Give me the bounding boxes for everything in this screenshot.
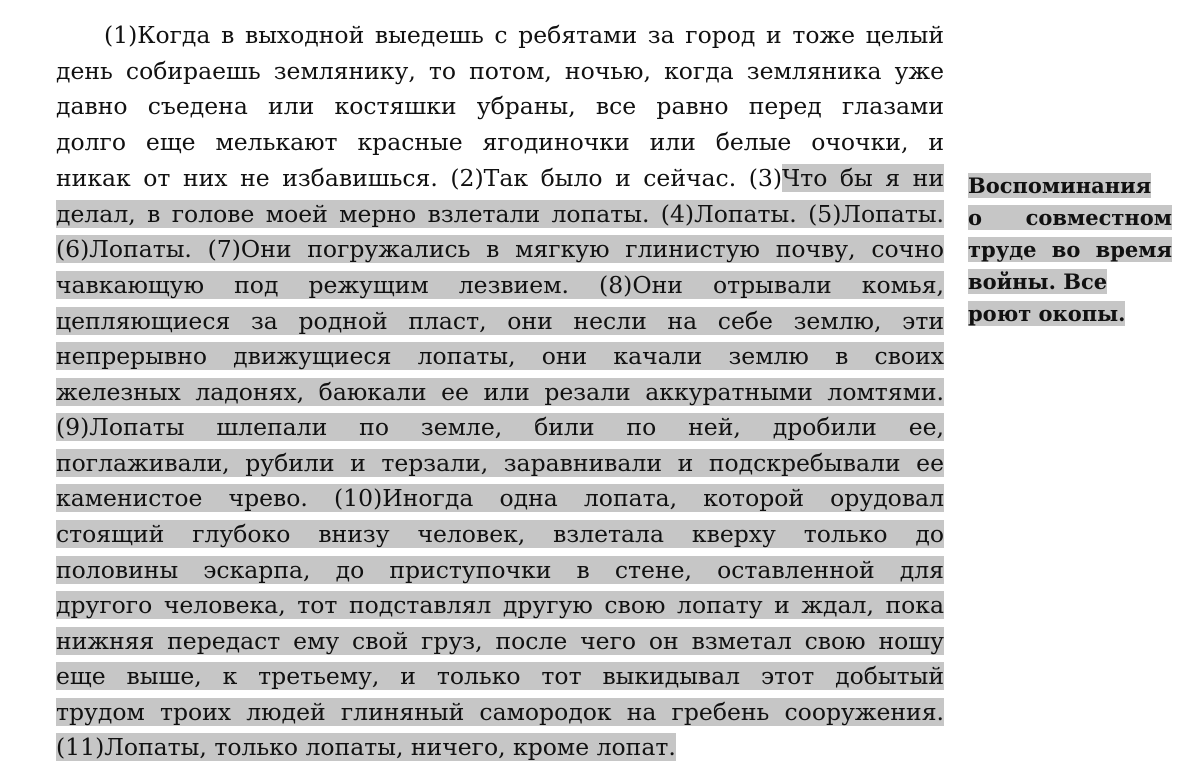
highlighted-text: другого человека, тот подставлял другую свою лопату и ждал, пока <box>56 591 944 619</box>
highlighted-text: цепляющиеся за родной пласт, они несли на себе землю, эти <box>56 307 944 335</box>
text-line <box>56 127 944 157</box>
highlighted-text: половины эскарпа, до приступочки в стене, оставленной для <box>56 556 944 584</box>
text-line <box>104 20 944 50</box>
highlighted-text: стоящий глубоко внизу человек, взлетала кверху только до <box>56 520 944 548</box>
text-line <box>56 555 944 585</box>
side-note-line <box>968 202 1172 234</box>
text-line-content: никак от них не избавишься. (2)Так было и сейчас. (3) <box>56 164 783 192</box>
text-line <box>56 306 944 336</box>
highlighted-text: поглаживали, рубили и терзали, заравнивали и подскребывали ее <box>56 449 944 477</box>
highlighted-text: трудом троих людей глиняный самородок на гребень сооружения. <box>56 698 944 726</box>
side-note-text: войны. Все <box>968 269 1108 294</box>
highlighted-text: (9)Лопаты шлепали по земле, били по ней, дробили ее, <box>56 413 944 441</box>
highlighted-text: железных ладонях, баюкали ее или резали аккуратными ломтями. <box>56 378 944 406</box>
text-line <box>56 163 944 193</box>
text-line <box>56 590 944 620</box>
text-line-content: день собираешь землянику, то потом, ночью, когда земляника уже <box>56 57 944 85</box>
side-note-text: Воспоминания <box>968 173 1152 198</box>
highlighted-text: Что бы я ни <box>782 164 944 192</box>
highlighted-text: непрерывно движущиеся лопаты, они качали землю в своих <box>56 342 944 370</box>
highlighted-text: делал, в голове моей мерно взлетали лопаты. (4)Лопаты. (5)Лопаты. <box>56 200 944 228</box>
text-line <box>56 448 944 478</box>
text-line-content: (1)Когда в выходной выедешь с ребятами за город и тоже целый <box>104 21 944 49</box>
highlighted-text: нижняя передаст ему свой груз, после чего он взметал свою ношу <box>56 627 944 655</box>
text-line <box>56 626 944 656</box>
text-line <box>56 412 944 442</box>
side-note-line <box>968 266 1172 298</box>
text-line <box>56 56 944 86</box>
text-line <box>56 341 944 371</box>
text-line <box>56 661 944 691</box>
highlighted-text: (6)Лопаты. (7)Они погружались в мягкую глинистую почву, сочно <box>56 235 944 263</box>
text-line <box>56 483 944 513</box>
text-line <box>56 270 944 300</box>
text-line <box>56 377 944 407</box>
highlighted-text: (11)Лопаты, только лопаты, ничего, кроме лопат. <box>56 733 676 761</box>
text-line <box>56 697 944 727</box>
text-line <box>56 732 676 762</box>
highlighted-text: каменистое чрево. (10)Иногда одна лопата, которой орудовал <box>56 484 944 512</box>
text-line <box>56 519 944 549</box>
side-note-text: труде во время <box>968 237 1172 262</box>
text-line-content: долго еще мелькают красные ягодиночки или белые очочки, и <box>56 128 944 156</box>
side-note-line <box>968 170 1172 202</box>
text-line <box>56 91 944 121</box>
text-line <box>56 234 944 264</box>
highlighted-text: еще выше, к третьему, и только тот выкидывал этот добытый <box>56 662 944 690</box>
text-line <box>56 199 944 229</box>
text-line-content: давно съедена или костяшки убраны, все равно перед глазами <box>56 92 944 120</box>
side-note-text: о совместном <box>968 205 1172 230</box>
side-note-line <box>968 298 1172 330</box>
side-note-text: роют окопы. <box>968 301 1126 326</box>
side-note-line <box>968 234 1172 266</box>
highlighted-text: чавкающую под режущим лезвием. (8)Они отрывали комья, <box>56 271 944 299</box>
